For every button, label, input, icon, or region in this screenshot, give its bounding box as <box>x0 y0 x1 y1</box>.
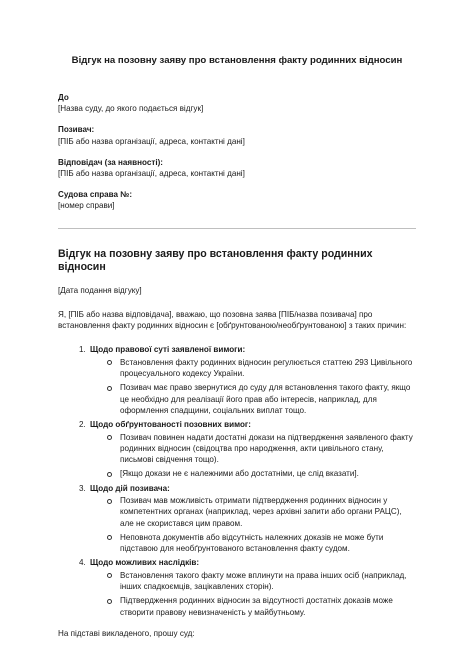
sub-list <box>90 432 416 480</box>
defendant-value: [ПІБ або назва організації, адреса, контактні дані] <box>58 169 245 179</box>
list-item: Встановлення факту родинних відносин регулюється статтею 293 Цивільного процесуального кодексу України. <box>120 357 416 380</box>
section-heading: Щодо дій позивача: <box>90 483 170 493</box>
case-block <box>58 189 416 211</box>
list-item: Встановлення такого факту може вплинути на права інших осіб (наприклад, інших спадкоємців, зацікавлених сторін). <box>120 570 416 593</box>
list-item: Позивач має право звернутися до суду для встановлення такого факту, якщо це необхідно для реалізації його прав або інтересів, наприклад, для оформлення спадщини, соціальних виплат тощо. <box>120 382 416 416</box>
arguments-list <box>58 344 416 618</box>
closing-line: На підставі викладеного, прошу суд: <box>58 628 195 638</box>
sub-list <box>90 570 416 618</box>
case-value: [номер справи] <box>58 201 115 211</box>
sub-list <box>90 357 416 416</box>
section-heading: Щодо обґрунтованості позовних вимог: <box>90 420 251 430</box>
intro-paragraph: Я, [ПІБ або назва відповідача], вважаю, що позовна заява [ПІБ/назва позивача] про встановлення факту родинних відносин є [обґрунтованою/необґрунтованою] з таких причин: <box>58 309 407 331</box>
defendant-label: Відповідач (за наявності): <box>58 157 163 167</box>
submission-date: [Дата подання відгуку] <box>58 285 142 295</box>
section-heading: Щодо можливих наслідків: <box>90 558 200 568</box>
list-item: Позивач мав можливість отримати підтвердження родинних відносин у компетентних органах (наприклад, через архівні запити або органи РАЦС), але не скористався цим правом. <box>120 495 416 529</box>
plaintiff-label: Позивач: <box>58 125 95 135</box>
court-block <box>58 92 416 114</box>
section-divider <box>58 228 416 229</box>
list-item: Підтвердження родинних відносин за відсутності достатніх доказів може створити правову невизначеність у майбутньому. <box>120 595 416 618</box>
list-item: Позивач повинен надати достатні докази на підтвердження заявленого факту родинних відносин (свідоцтва про народження, акти цивільного стану, письмові свідчення тощо). <box>120 432 416 466</box>
plaintiff-block <box>58 124 416 146</box>
defendant-block <box>58 157 416 179</box>
court-label: До <box>58 93 69 102</box>
list-item: [Якщо докази не є належними або достатніми, це слід вказати]. <box>120 468 416 479</box>
list-item: Неповнота документів або відсутність належних доказів не може бути підставою для необґрунтованого встановлення факту судом. <box>120 532 416 555</box>
section-title: Відгук на позовну заяву про встановлення факту родинних відносин <box>58 247 373 273</box>
list-item <box>88 419 416 479</box>
sub-list <box>90 495 416 554</box>
case-label: Судова справа №: <box>58 190 133 200</box>
plaintiff-value: [ПІБ або назва організації, адреса, контактні дані] <box>58 136 245 146</box>
court-value: [Назва суду, до якого подається відгук] <box>58 104 204 114</box>
list-item <box>88 483 416 555</box>
document-title: Відгук на позовну заяву про встановлення факту родинних відносин <box>71 55 403 66</box>
list-item <box>88 344 416 416</box>
section-heading: Щодо правової суті заявленої вимоги: <box>90 345 246 355</box>
list-item <box>88 557 416 617</box>
